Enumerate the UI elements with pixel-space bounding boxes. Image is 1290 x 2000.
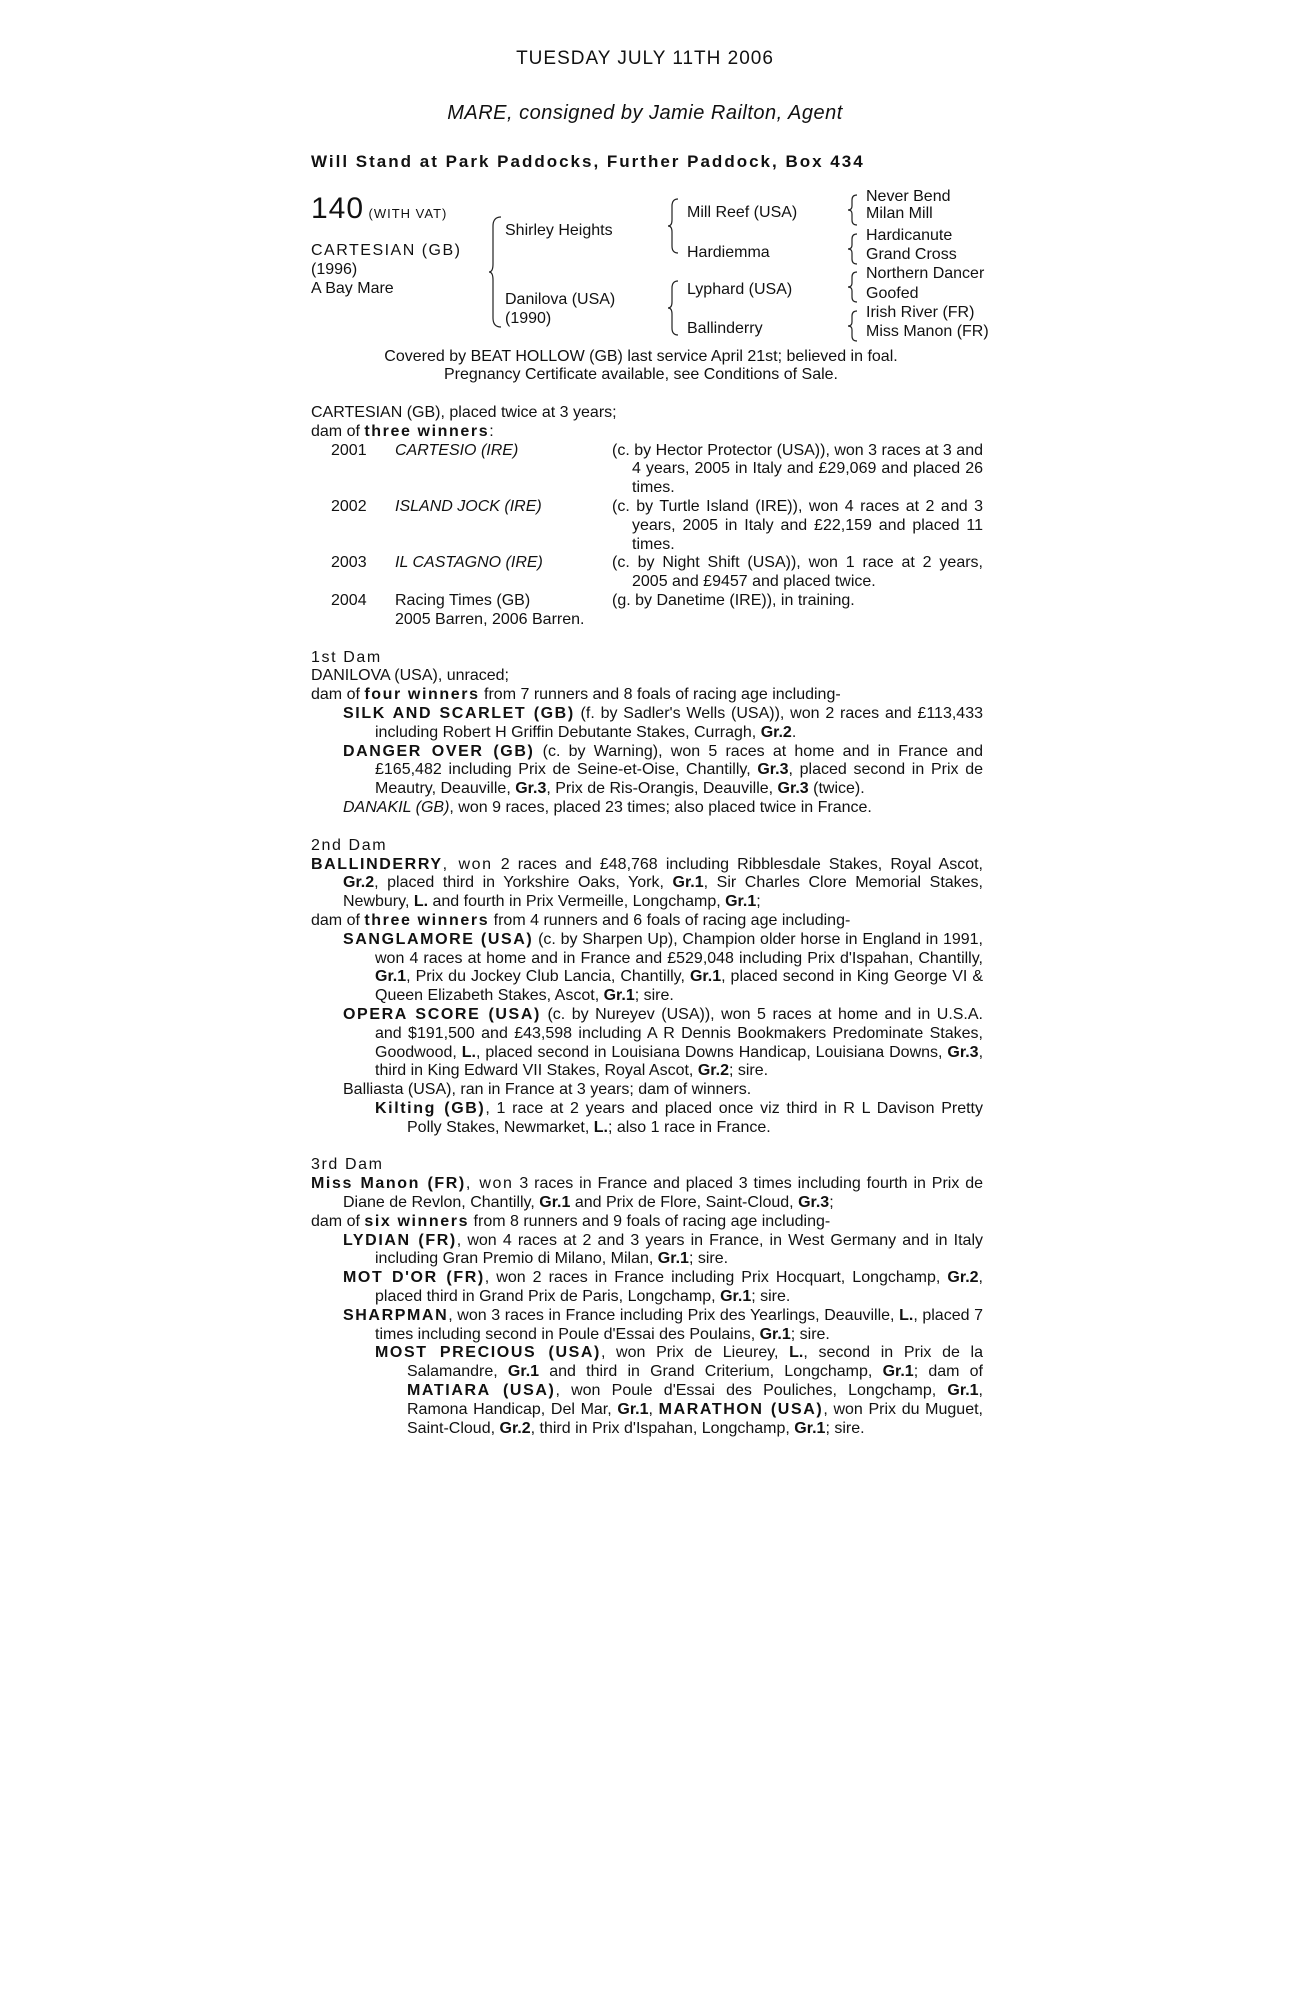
text: (twice).	[808, 780, 865, 798]
progeny-entry	[311, 1269, 983, 1307]
spacer	[311, 818, 983, 837]
sire-sire: Mill Reef (USA)	[687, 204, 798, 221]
lot-number-line	[311, 192, 447, 226]
grade: Gr.1	[794, 1419, 826, 1437]
progeny-name: MATIARA (USA)	[407, 1382, 556, 1400]
pedigree-table	[311, 188, 1011, 352]
progeny-entry	[311, 1344, 983, 1438]
text: ;	[829, 1194, 834, 1212]
text: , won 3 races in France including Prix des Yearlings, Deauville,	[448, 1306, 900, 1324]
text: ; sire.	[825, 1419, 865, 1437]
text: , placed third in Yorkshire Oaks, York,	[374, 874, 673, 892]
foal-year: 2002	[331, 497, 367, 515]
second-dam-dam-of	[311, 912, 983, 931]
produce-intro: CARTESIAN (GB), placed twice at 3 years;	[311, 404, 617, 421]
grade: Gr.3	[947, 1043, 979, 1061]
barren-row	[311, 611, 983, 630]
grade: Gr.2	[760, 723, 792, 741]
grade: Gr.2	[947, 1269, 979, 1287]
pedigree-brace	[848, 271, 858, 303]
grade: L.	[593, 1118, 608, 1136]
progeny-entry	[311, 1307, 983, 1345]
dam-sire: Lyphard (USA)	[687, 281, 793, 298]
text: dam of	[311, 686, 365, 704]
progeny-name: OPERA SCORE (USA)	[343, 1005, 541, 1023]
text: , 1 race at 2 years and placed once viz third in R L Davison Pretty Polly Stakes, Newmarket,	[407, 1099, 983, 1136]
text: dam of	[311, 911, 365, 929]
text: , Prix du Jockey Club Lancia, Chantilly,	[406, 968, 690, 986]
progeny-name: DANAKIL (GB)	[343, 798, 450, 816]
spacer	[311, 630, 983, 649]
first-dam-heading: 1st Dam	[311, 648, 382, 666]
progeny-name: LYDIAN (FR)	[343, 1231, 457, 1249]
foal-description: (c. by Night Shift (USA)), won 1 race at 2 years, 2005 and £9457 and placed twice.	[612, 554, 983, 591]
pedigree-brace	[848, 194, 858, 226]
grade: Gr.1	[689, 968, 722, 986]
grade: Gr.2	[343, 874, 375, 892]
progeny-name: Kilting (GB)	[375, 1099, 486, 1117]
text: , won	[442, 855, 493, 873]
dam-dam: Ballinderry	[687, 320, 763, 337]
text: and fourth in Prix Vermeille, Longchamp,	[428, 893, 726, 911]
grade: L.	[789, 1344, 804, 1362]
grade: L.	[899, 1306, 914, 1324]
third-dam-record	[311, 1175, 983, 1213]
foal-description: (g. by Danetime (IRE)), in training.	[612, 591, 855, 609]
progeny-entry: Balliasta (USA), ran in France at 3 years; dam of winners.	[343, 1081, 752, 1099]
text: (c. by Sharpen Up), Champion older horse in England in 1991, won 4 races at home and in France and £529,048 including Prix d'Ispahan, Chantilly,	[375, 930, 983, 967]
text: , won 9 races, placed 23 times; also placed twice in France.	[449, 798, 872, 816]
text: , won	[465, 1175, 514, 1193]
dam-name: BALLINDERRY	[311, 855, 443, 873]
pedigree-brace	[668, 198, 680, 254]
foal-name: Racing Times (GB)	[395, 591, 531, 609]
dam: Danilova (USA)	[505, 291, 616, 308]
text: , won Poule d'Essai des Pouliches, Longchamp,	[555, 1382, 948, 1400]
grade: Gr.1	[539, 1194, 571, 1212]
spacer	[311, 1137, 983, 1156]
bold-text: four winners	[364, 686, 480, 704]
text: :	[489, 422, 494, 440]
text: , third in Prix d'Ispahan, Longchamp,	[530, 1419, 795, 1437]
foal-year: 2003	[331, 554, 367, 572]
text: 3 races in France and placed 3 times including fourth in Prix de Diane de Revlon, Chantilly,	[343, 1175, 983, 1212]
spacer	[311, 611, 395, 630]
text: .	[791, 723, 797, 741]
foal-description: (c. by Turtle Island (IRE)), won 4 races at 2 and 3 years, 2005 in Italy and £22,159 and placed 11 times.	[612, 497, 983, 553]
progeny-name: DANGER OVER (GB)	[343, 742, 535, 760]
covered-line-2: Pregnancy Certificate available, see Conditions of Sale.	[444, 366, 838, 383]
progeny-entry	[311, 931, 983, 1006]
text: , won Prix de Lieurey,	[600, 1344, 790, 1362]
text: , Ramona Handicap, Del Mar,	[407, 1382, 983, 1418]
second-dam-record	[311, 856, 983, 912]
text: , won 4 races at 2 and 3 years in France, in West Germany and in Italy including Gran Premio di Milano, Milan,	[375, 1231, 984, 1268]
third-dam-dam-of	[311, 1213, 983, 1232]
text: (c. by Warning), won 5 races at home and in France and £165,482 including Prix de Seine-et-Oise, Chantilly,	[375, 742, 984, 779]
grade: Gr.1	[759, 1325, 791, 1343]
foal-description: (c. by Hector Protector (USA)), won 3 races at 3 and 4 years, 2005 in Italy and £29,069 and placed 26 times.	[612, 441, 983, 497]
foal-name: IL CASTAGNO (IRE)	[395, 554, 543, 572]
consignment-line: MARE, consigned by Jamie Railton, Agent	[447, 102, 843, 124]
text: , Prix de Ris-Orangis, Deauville,	[546, 780, 778, 798]
dam-dam-dam: Miss Manon (FR)	[866, 323, 989, 340]
second-dam-heading: 2nd Dam	[311, 836, 388, 854]
pedigree-brace	[848, 233, 858, 265]
text: from 4 runners and 6 foals of racing age including-	[489, 911, 851, 929]
pedigree-brace	[668, 280, 680, 336]
text: , second in Prix de la Salamandre,	[407, 1344, 983, 1381]
lot-vat: (WITH VAT)	[368, 206, 448, 221]
catalogue-body	[311, 404, 983, 1438]
horse-year: (1996)	[311, 261, 358, 278]
text: ; dam of	[913, 1363, 984, 1381]
dam-year: (1990)	[505, 310, 552, 327]
text: from 8 runners and 9 foals of racing age including-	[469, 1212, 831, 1230]
foal-row	[311, 592, 983, 611]
text: dam of	[311, 1212, 365, 1230]
text: , placed second in Prix de Meautry, Deauville,	[375, 761, 984, 798]
grade: Gr.2	[499, 1419, 531, 1437]
dam-sire-sire: Northern Dancer	[866, 265, 985, 282]
foal-name: CARTESIO (IRE)	[395, 441, 519, 459]
progeny-entry	[311, 743, 983, 799]
text: , won Prix du Muguet, Saint-Cloud,	[407, 1400, 983, 1437]
grade: Gr.1	[375, 968, 407, 986]
bold-text: three winners	[364, 911, 490, 929]
text: ; also 1 race in France.	[607, 1118, 771, 1136]
grade: Gr.1	[882, 1363, 914, 1381]
text: , third in King Edward VII Stakes, Royal Ascot,	[375, 1043, 984, 1080]
sire-sire-dam: Milan Mill	[866, 205, 933, 222]
text: , placed second in Louisiana Downs Handicap, Louisiana Downs,	[476, 1043, 948, 1061]
progeny-name: MOT D'OR (FR)	[343, 1269, 485, 1287]
progeny-entry	[311, 1100, 983, 1138]
progeny-name: SILK AND SCARLET (GB)	[343, 704, 575, 722]
horse-name: CARTESIAN (GB)	[311, 242, 462, 259]
sale-date: TUESDAY JULY 11TH 2006	[516, 48, 774, 69]
text: , placed third in Grand Prix de Paris, Longchamp,	[375, 1269, 983, 1306]
covered-line-1: Covered by BEAT HOLLOW (GB) last service April 21st; believed in foal.	[384, 348, 898, 365]
progeny-name: MOST PRECIOUS (USA)	[375, 1344, 601, 1362]
dam-sire-dam: Goofed	[866, 285, 919, 302]
foal-row	[311, 442, 983, 498]
text: , placed 7 times including second in Poule d'Essai des Poulains,	[375, 1306, 984, 1343]
third-dam-heading: 3rd Dam	[311, 1156, 384, 1174]
text: (f. by Sadler's Wells (USA)), won 2 races and £113,433 including Robert H Griffin Debutante Stakes, Curragh,	[375, 704, 983, 741]
text: ;	[756, 893, 761, 911]
grade: Gr.1	[947, 1382, 979, 1400]
grade: Gr.1	[507, 1363, 540, 1381]
grade: Gr.3	[757, 761, 789, 779]
text: ,	[648, 1400, 659, 1418]
first-dam-dam-of	[311, 686, 983, 705]
text: (c. by Nureyev (USA)), won 5 races at home and in U.S.A. and $191,500 and £43,598 including A R Dennis Bookmakers Predominate Stakes, Goodwood,	[375, 1005, 983, 1061]
sire-dam: Hardiemma	[687, 244, 770, 261]
text: ; sire.	[634, 987, 674, 1005]
text: ; sire.	[790, 1325, 830, 1343]
foal-row	[311, 498, 983, 554]
text: 2 races and £48,768 including Ribblesdale Stakes, Royal Ascot,	[492, 855, 983, 873]
sire-dam-dam: Grand Cross	[866, 246, 957, 263]
text: ; sire.	[728, 1062, 769, 1080]
text: , won 2 races in France including Prix Hocquart, Longchamp,	[484, 1269, 948, 1287]
text: , Sir Charles Clore Memorial Stakes, Newbury,	[343, 874, 984, 911]
text: ; sire.	[751, 1288, 791, 1306]
horse-description: A Bay Mare	[311, 280, 394, 297]
sire: Shirley Heights	[505, 222, 613, 239]
bold-text: six winners	[364, 1212, 470, 1230]
bold-text: three winners	[364, 422, 490, 440]
sire-sire-sire: Never Bend	[866, 188, 951, 205]
pedigree-brace	[848, 310, 858, 342]
grade: Gr.1	[725, 893, 757, 911]
foal-name: ISLAND JOCK (IRE)	[395, 497, 542, 515]
grade: Gr.1	[672, 874, 704, 892]
grade: Gr.1	[617, 1400, 649, 1418]
grade: Gr.1	[603, 987, 635, 1005]
progeny-entry	[311, 705, 983, 743]
progeny-name: SANGLAMORE (USA)	[343, 930, 534, 948]
dam-dam-sire: Irish River (FR)	[866, 304, 975, 321]
first-dam-line: DANILOVA (USA), unraced;	[311, 667, 509, 685]
progeny-name: MARATHON (USA)	[658, 1400, 824, 1418]
progeny-entry	[311, 1232, 983, 1270]
barren-years: 2005 Barren, 2006 Barren.	[395, 610, 585, 628]
text: , placed second in King George VI & Queen Elizabeth Stakes, Ascot,	[375, 968, 984, 1005]
text: ; sire.	[688, 1250, 729, 1268]
progeny-name: SHARPMAN	[343, 1306, 449, 1324]
grade: L.	[413, 893, 429, 911]
foal-year: 2004	[331, 591, 367, 609]
grade: Gr.1	[720, 1288, 752, 1306]
covered-note	[311, 348, 971, 384]
progeny-entry	[311, 1006, 983, 1081]
stand-location: Will Stand at Park Paddocks, Further Paddock, Box 434	[311, 152, 865, 171]
text: dam of	[311, 422, 365, 440]
produce-dam-of	[311, 423, 983, 442]
grade: L.	[461, 1043, 476, 1061]
pedigree-brace	[489, 216, 503, 328]
grade: Gr.2	[697, 1062, 729, 1080]
grade: Gr.3	[777, 780, 809, 798]
foal-year: 2001	[331, 441, 367, 459]
sire-dam-sire: Hardicanute	[866, 227, 953, 244]
text: from 7 runners and 8 foals of racing age including-	[479, 686, 841, 704]
grade: Gr.1	[657, 1250, 689, 1268]
text: and Prix de Flore, Saint-Cloud,	[570, 1194, 799, 1212]
grade: Gr.3	[798, 1194, 830, 1212]
dam-name: Miss Manon (FR)	[311, 1175, 466, 1193]
grade: Gr.3	[515, 780, 547, 798]
foal-row	[311, 554, 983, 592]
text: and third in Grand Criterium, Longchamp,	[539, 1363, 883, 1381]
progeny-entry	[311, 799, 983, 818]
lot-number: 140	[311, 192, 365, 225]
